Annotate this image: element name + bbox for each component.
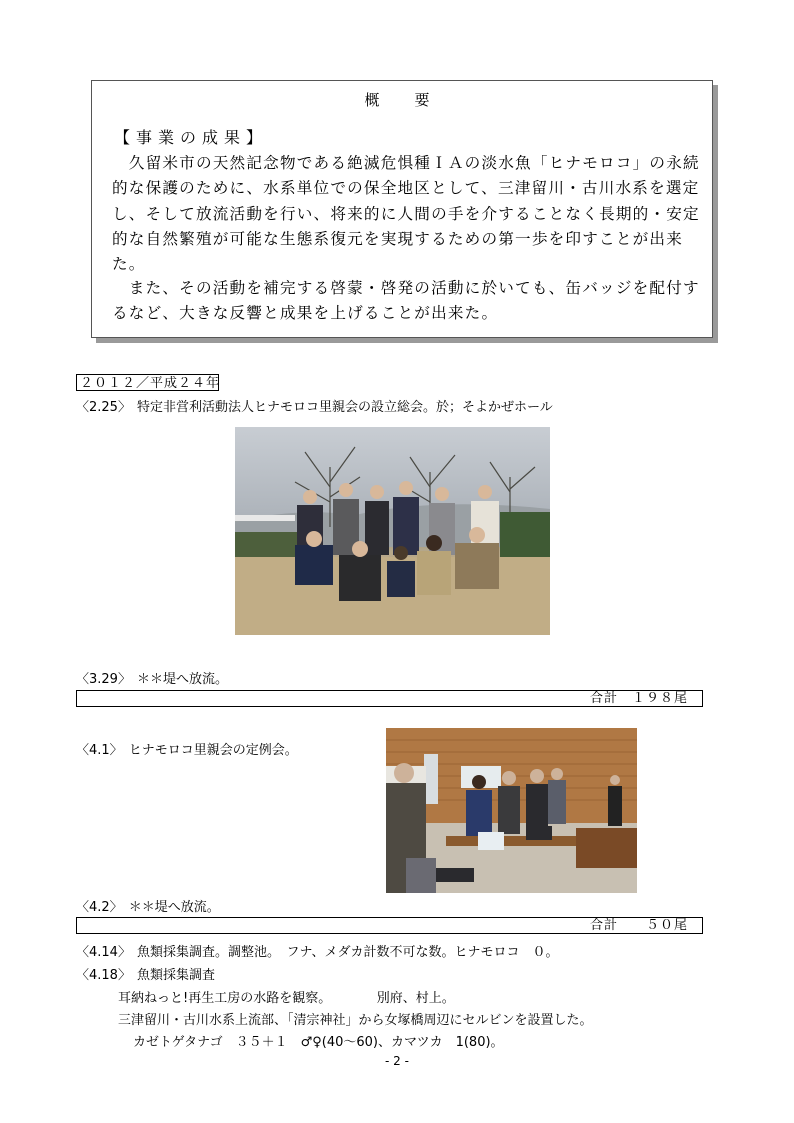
- entry-text: 魚類採集調査: [136, 968, 215, 983]
- entry-date: 〈4.14〉: [76, 945, 131, 960]
- entry-2-25: [76, 396, 553, 415]
- entry-4-2: [76, 896, 220, 915]
- detail-line-1: 耳納ねっと!再生工房の水路を観察。 別府、村上。: [118, 991, 455, 1006]
- entry-text: 特定非営利活動法人ヒナモロコ里親会の設立総会。於；そよかぜホール: [136, 400, 553, 415]
- entry-text: 魚類採集調査。調整池。 フナ、メダカ計数不可な数。ヒナモロコ ０。: [136, 945, 559, 960]
- entry-date: 〈3.29〉: [76, 672, 131, 687]
- entry-date: 〈4.18〉: [76, 968, 131, 983]
- entry-date: 〈4.1〉: [76, 743, 123, 758]
- summary-heading: 【事業の成果】: [114, 128, 269, 147]
- entry-text: ＊＊堤へ放流。: [136, 672, 228, 687]
- summary-box: [91, 80, 713, 338]
- group-photo-image: [235, 427, 550, 635]
- entry-date: 〈4.2〉: [76, 900, 123, 915]
- summary-title: 概 要: [364, 91, 440, 109]
- page-number: - 2 -: [385, 1054, 409, 1068]
- total-box-1: 合計 １９８尾: [76, 690, 703, 707]
- entry-3-29: [76, 668, 228, 687]
- total-box-2: 合計 ５０尾: [76, 917, 703, 934]
- summary-paragraph-2: また、その活動を補完する啓蒙・啓発の活動に於いても、缶バッジを配付するなど、大きな反響と成果を上げることが出来た。: [112, 279, 700, 323]
- meeting-photo: [386, 728, 637, 893]
- entry-4-1: [76, 739, 298, 758]
- entry-4-18: [76, 964, 215, 983]
- meeting-photo-image: [386, 728, 637, 893]
- summary-paragraph-1: 久留米市の天然記念物である絶滅危惧種ＩＡの淡水魚「ヒナモロコ」の永続的な保護のために、水系単位での保全地区として、三津留川・古川水系を選定し、そして放流活動を行い、将来的に人間の手を介することなく長期的・安定的な自然繁殖が可能な生態系復元を実現するための第一歩を印すことが出来た。: [112, 154, 700, 274]
- detail-line-2: 三津留川・古川水系上流部、「清宗神社」から女塚橋周辺にセルビンを設置した。: [118, 1013, 593, 1028]
- entry-4-14: [76, 941, 559, 960]
- detail-line-3: カゼトゲタナゴ ３５＋１ ♂♀(40～60)、カマツカ 1(80)。: [133, 1035, 504, 1050]
- group-photo: [235, 427, 550, 635]
- entry-text: ＊＊堤へ放流。: [128, 900, 220, 915]
- entry-text: ヒナモロコ里親会の定例会。: [128, 743, 298, 758]
- entry-date: 〈2.25〉: [76, 400, 131, 415]
- year-label: ２０１２／平成２４年: [76, 374, 219, 391]
